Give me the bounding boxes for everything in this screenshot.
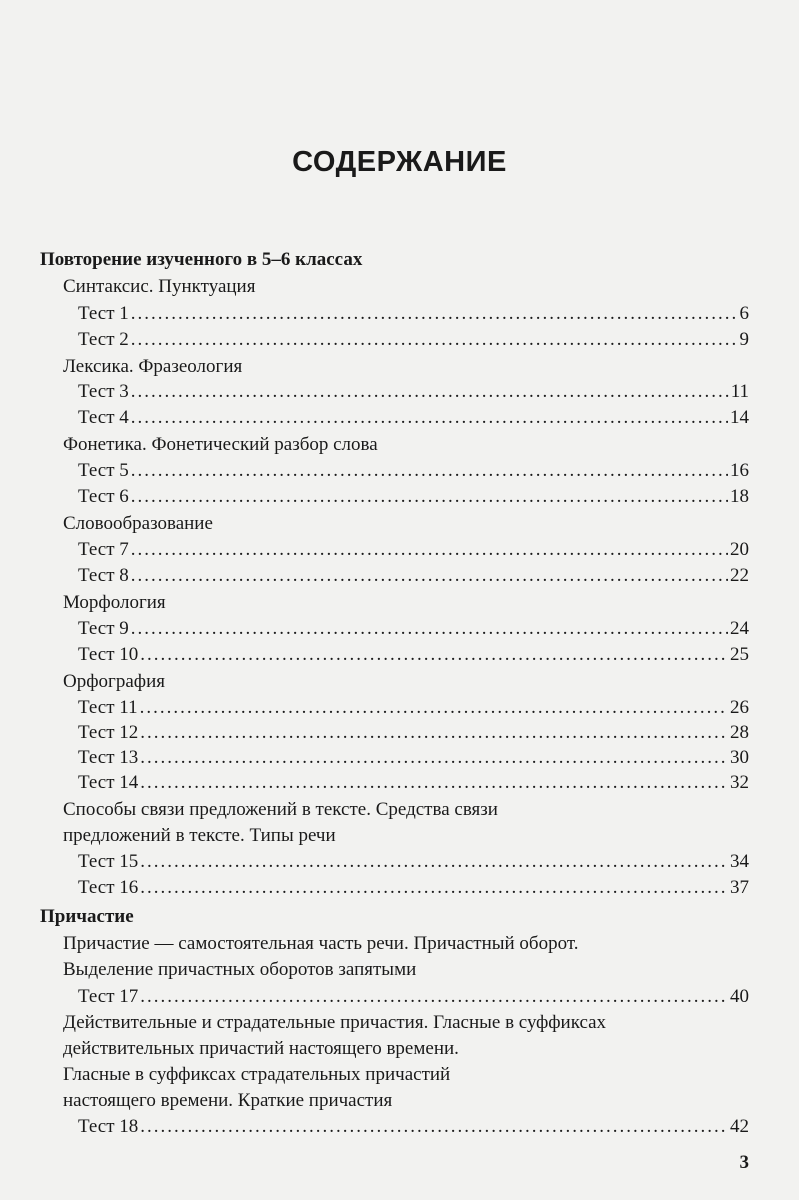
toc-entry-label: Тест 7 [78, 539, 129, 560]
toc-entry[interactable] [78, 720, 749, 746]
page-title: СОДЕРЖАНИЕ [292, 146, 507, 178]
toc-entry-page: 18 [730, 486, 749, 507]
leader-dots [131, 484, 728, 510]
section-heading-participle: Причастие [40, 906, 134, 927]
subsection-participle-3-line2: действительных причастий настоящего времени. [63, 1038, 459, 1059]
subsection-morphology: Морфология [63, 592, 166, 613]
leader-dots [131, 616, 728, 642]
leader-dots [131, 458, 728, 484]
toc-entry-label: Тест 1 [78, 303, 129, 324]
toc-entry-label: Тест 4 [78, 407, 129, 428]
toc-entry-page: 11 [730, 381, 749, 402]
leader-dots [140, 770, 728, 796]
page-number: 3 [739, 1152, 749, 1173]
leader-dots [140, 745, 728, 771]
toc-entry-page: 16 [730, 460, 749, 481]
subsection-participle-4-line1: Гласные в суффиксах страдательных причастий [63, 1064, 451, 1085]
subsection-lexicon: Лексика. Фразеология [63, 356, 243, 377]
toc-entry-label: Тест 9 [78, 618, 129, 639]
toc-entry[interactable] [78, 563, 749, 589]
toc-entry-page: 30 [730, 747, 749, 768]
toc-entry-label: Тест 16 [78, 877, 139, 898]
toc-entry-label: Тест 14 [78, 772, 139, 793]
toc-entry-page: 37 [730, 877, 749, 898]
toc-entry[interactable] [78, 1114, 749, 1140]
toc-entry[interactable] [78, 849, 749, 875]
toc-entry-label: Тест 8 [78, 565, 129, 586]
toc-entry[interactable] [78, 984, 749, 1010]
leader-dots [131, 379, 729, 405]
leader-dots [131, 405, 728, 431]
toc-entry-label: Тест 3 [78, 381, 129, 402]
leader-dots [131, 301, 738, 327]
toc-entry-page: 20 [730, 539, 749, 560]
toc-entry[interactable] [78, 379, 749, 405]
toc-entry-label: Тест 17 [78, 986, 139, 1007]
toc-entry[interactable] [78, 484, 749, 510]
subsection-orthography: Орфография [63, 671, 165, 692]
toc-entry[interactable] [78, 875, 749, 901]
toc-entry-page: 14 [730, 407, 749, 428]
leader-dots [131, 563, 728, 589]
section-heading-review: Повторение изученного в 5–6 классах [40, 249, 363, 270]
toc-entry-label: Тест 10 [78, 644, 139, 665]
leader-dots [131, 327, 738, 353]
subsection-participle-3-line1: Действительные и страдательные причастия. Гласные в суффиксах [63, 1012, 607, 1033]
subsection-phonetics: Фонетика. Фонетический разбор слова [63, 434, 378, 455]
toc-entry-label: Тест 15 [78, 851, 139, 872]
toc-entry-label: Тест 12 [78, 722, 139, 743]
leader-dots [140, 875, 728, 901]
leader-dots [140, 1114, 728, 1140]
toc-entry-page: 26 [730, 697, 749, 718]
toc-entry-page: 34 [730, 851, 749, 872]
subsection-links-line2: предложений в тексте. Типы речи [63, 825, 336, 846]
toc-entry[interactable] [78, 616, 749, 642]
toc-entry-page: 24 [730, 618, 749, 639]
toc-entry-page: 32 [730, 772, 749, 793]
leader-dots [140, 642, 728, 668]
toc-entry-page: 42 [730, 1116, 749, 1137]
leader-dots [131, 537, 728, 563]
toc-entry[interactable] [78, 745, 749, 771]
leader-dots [140, 720, 728, 746]
toc-entry-page: 25 [730, 644, 749, 665]
toc-entry[interactable] [78, 695, 749, 721]
toc-entry[interactable] [78, 770, 749, 796]
toc-entry[interactable] [78, 642, 749, 668]
toc-entry-label: Тест 18 [78, 1116, 139, 1137]
subsection-syntax: Синтаксис. Пунктуация [63, 276, 256, 297]
subsection-participle-4-line2: настоящего времени. Краткие причастия [63, 1090, 393, 1111]
toc-entry-label: Тест 5 [78, 460, 129, 481]
leader-dots [140, 849, 728, 875]
toc-entry-page: 9 [739, 329, 749, 350]
toc-entry[interactable] [78, 537, 749, 563]
toc-entry-page: 6 [739, 303, 749, 324]
toc-entry-page: 22 [730, 565, 749, 586]
toc-entry-page: 40 [730, 986, 749, 1007]
leader-dots [140, 695, 728, 721]
toc-entry-page: 28 [730, 722, 749, 743]
toc-entry-label: Тест 13 [78, 747, 139, 768]
toc-entry-label: Тест 2 [78, 329, 129, 350]
subsection-participle-2: Выделение причастных оборотов запятыми [63, 959, 417, 980]
subsection-participle-1: Причастие — самостоятельная часть речи. Причастный оборот. [63, 933, 579, 954]
leader-dots [140, 984, 728, 1010]
toc-entry[interactable] [78, 327, 749, 353]
toc-entry[interactable] [78, 301, 749, 327]
subsection-links-line1: Способы связи предложений в тексте. Средства связи [63, 799, 498, 820]
toc-entry-label: Тест 11 [78, 697, 138, 718]
toc-entry[interactable] [78, 458, 749, 484]
toc-entry-label: Тест 6 [78, 486, 129, 507]
toc-entry[interactable] [78, 405, 749, 431]
subsection-wordformation: Словообразование [63, 513, 213, 534]
